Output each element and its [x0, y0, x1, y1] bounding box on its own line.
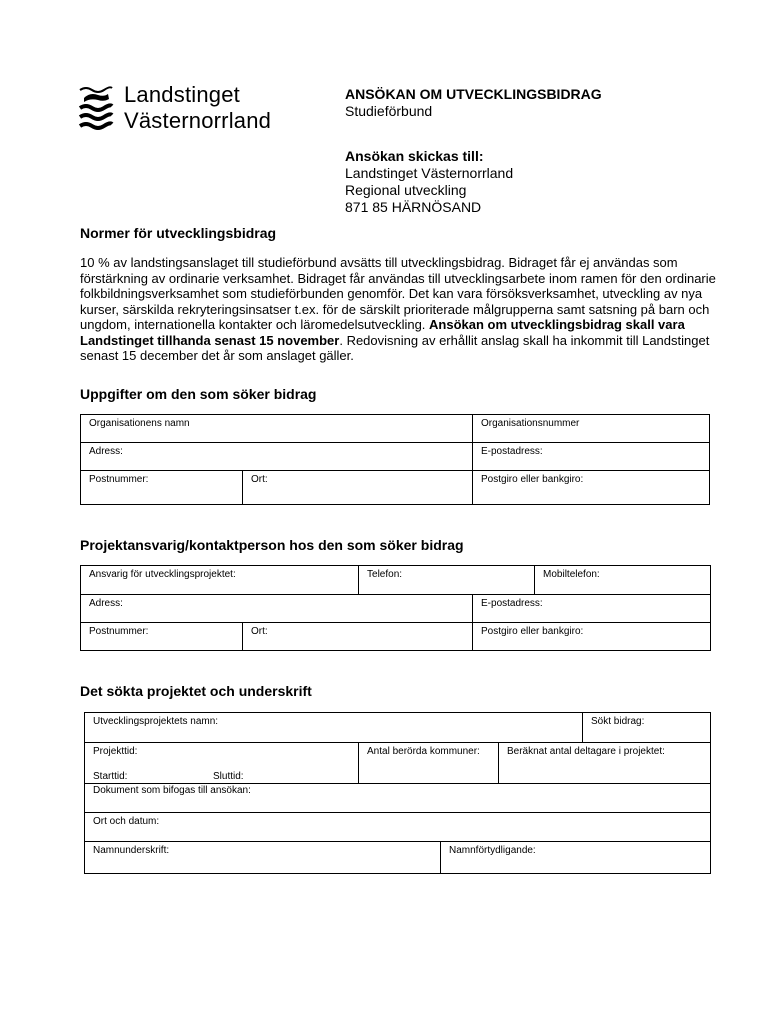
contact-table [80, 565, 711, 651]
applicant-title: Uppgifter om den som söker bidrag [80, 386, 317, 402]
norms-text-end: . Redovisning av erhållit anslag skall ha inkommit till Landstinget senast 15 december det år som anslaget gäller. [80, 332, 710, 363]
address-line-1: Landstinget Västernorrland [345, 165, 514, 181]
project-table [84, 712, 711, 874]
norms-text: 10 % av landstingsanslaget till studieförbund avsätts till utvecklingsbidrag. Bidraget får ej användas som förstärkning av ordinarie verksamhet. Bidraget får användas till utvecklingsarbete inom ramen för den ordinarie folkbildningsverksamhet som studieförbunden genomför. Det kan vara försöksverksamhet, utveckling av nya kurser, särskilda rekryteringsinsatser t.ex. för de särskilt prioriterade målgrupperna samt satsning på barn och ungdom, internationella kontakter och läromedelsutveckling. [80, 255, 716, 332]
mobile-field[interactable] [535, 566, 711, 595]
end-label: Sluttid: [213, 771, 244, 782]
norms-paragraph [80, 255, 720, 364]
city-label: Ort: [251, 474, 268, 485]
contact-city-label: Ort: [251, 626, 268, 637]
documents-field[interactable] [85, 784, 711, 813]
logo [78, 84, 298, 134]
contact-address-label: Adress: [89, 598, 123, 609]
documents-label: Dokument som bifogas till ansökan: [93, 785, 251, 796]
email-label: E-postadress: [481, 446, 543, 457]
contact-city-field[interactable] [243, 623, 473, 651]
project-name-field[interactable] [85, 713, 583, 743]
mobile-label: Mobiltelefon: [543, 569, 600, 580]
address-line-2: Regional utveckling [345, 182, 467, 198]
municipalities-label: Antal berörda kommuner: [367, 746, 480, 757]
giro-label: Postgiro eller bankgiro: [481, 474, 584, 485]
postal-code-field[interactable] [81, 471, 243, 505]
postal-code-label: Postnummer: [89, 474, 149, 485]
logo-line1: Landstinget [124, 82, 240, 107]
place-date-label: Ort och datum: [93, 816, 160, 827]
address-label: Adress: [89, 446, 123, 457]
org-number-field[interactable] [473, 415, 710, 443]
clarification-field[interactable] [441, 842, 711, 874]
participants-label: Beräknat antal deltagare i projektet: [507, 746, 665, 757]
start-label: Starttid: [93, 771, 128, 782]
logo-emblem-icon [78, 84, 114, 134]
contact-giro-label: Postgiro eller bankgiro: [481, 626, 584, 637]
org-name-label: Organisationens namn [89, 418, 190, 429]
amount-field[interactable] [583, 713, 711, 743]
norms-deadline: Ansökan om utvecklingsbidrag skall vara Landstinget tillhanda senast 15 november [80, 317, 685, 348]
project-name-label: Utvecklingsprojektets namn: [93, 716, 219, 727]
municipalities-field[interactable] [359, 743, 499, 784]
form-title: ANSÖKAN OM UTVECKLINGSBIDRAG [345, 86, 602, 102]
send-to-label: Ansökan skickas till: [345, 148, 484, 164]
place-date-field[interactable] [85, 813, 711, 842]
email-field[interactable] [473, 443, 710, 471]
amount-label: Sökt bidrag: [591, 716, 645, 727]
contact-giro-field[interactable] [473, 623, 711, 651]
responsible-label: Ansvarig för utvecklingsprojektet: [89, 569, 236, 580]
period-label: Projekttid: [93, 746, 138, 757]
logo-text [124, 84, 271, 132]
phone-field[interactable] [359, 566, 535, 595]
form-subtitle: Studieförbund [345, 103, 433, 119]
header-block [345, 86, 602, 216]
applicant-table [80, 414, 710, 505]
contact-title: Projektansvarig/kontaktperson hos den som söker bidrag [80, 537, 464, 553]
contact-address-field[interactable] [81, 595, 473, 623]
giro-field[interactable] [473, 471, 710, 505]
org-number-label: Organisationsnummer [481, 418, 580, 429]
participants-field[interactable] [499, 743, 711, 784]
contact-postal-code-field[interactable] [81, 623, 243, 651]
address-field[interactable] [81, 443, 473, 471]
signature-label: Namnunderskrift: [93, 845, 170, 856]
project-title: Det sökta projektet och underskrift [80, 683, 312, 699]
period-field[interactable] [85, 743, 359, 784]
logo-line2: Västernorrland [124, 108, 272, 133]
responsible-field[interactable] [81, 566, 359, 595]
city-field[interactable] [243, 471, 473, 505]
clarification-label: Namnförtydligande: [449, 845, 536, 856]
address-line-3: 871 85 HÄRNÖSAND [345, 199, 482, 215]
norms-title: Normer för utvecklingsbidrag [80, 225, 277, 241]
signature-field[interactable] [85, 842, 441, 874]
contact-postal-code-label: Postnummer: [89, 626, 149, 637]
contact-email-label: E-postadress: [481, 598, 543, 609]
contact-email-field[interactable] [473, 595, 711, 623]
phone-label: Telefon: [367, 569, 403, 580]
org-name-field[interactable] [81, 415, 473, 443]
